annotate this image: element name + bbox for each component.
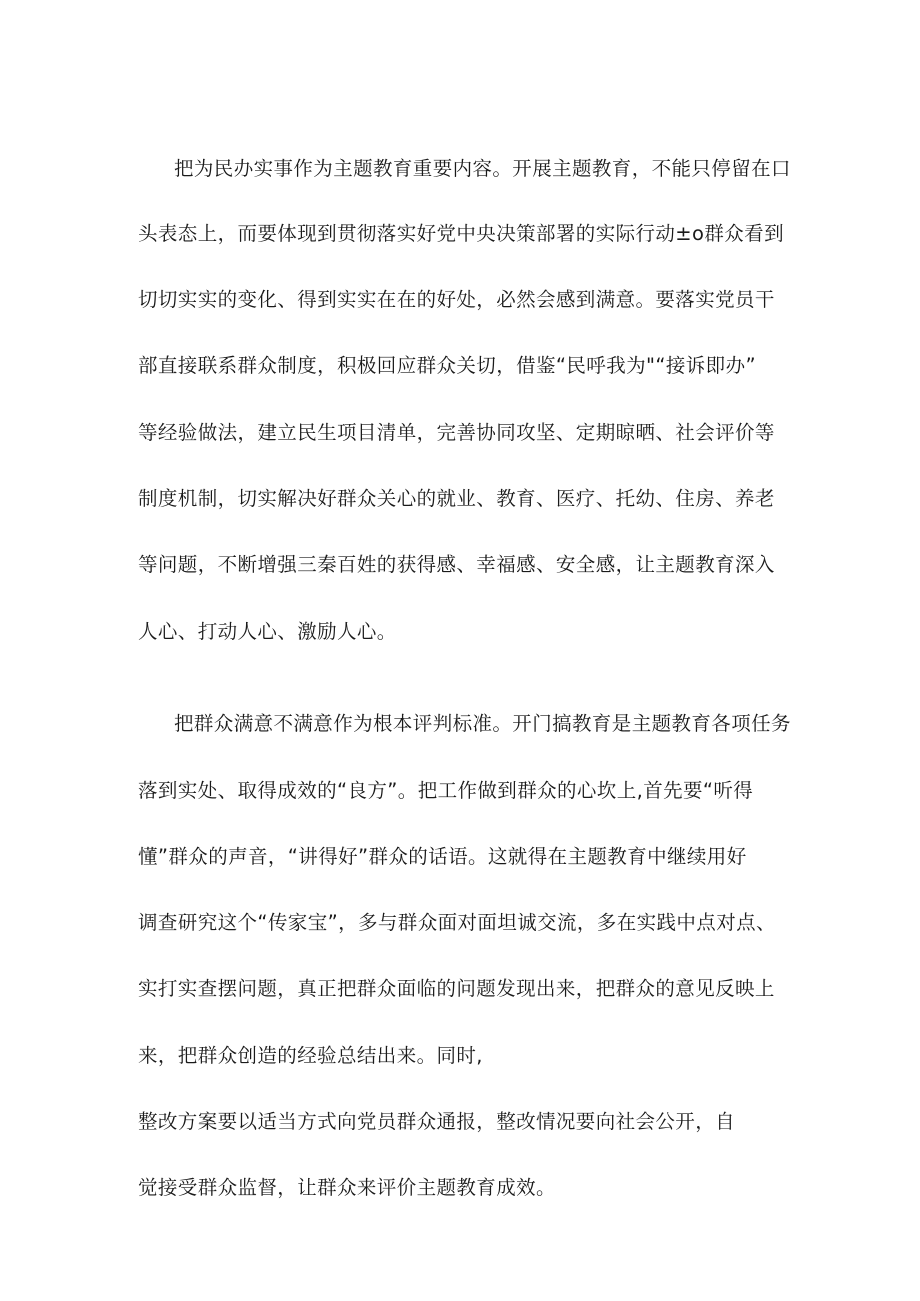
paragraph-line: 等经验做法，建立民生项目清单，完善协同攻坚、定期晾晒、社会评价等 [138,421,775,444]
paragraph-line: 落到实处、取得成效的“良方”。把工作做到群众的心坎上,首先要“听得 [138,779,754,802]
paragraph-line: 头表态上，而要体现到贯彻落实好党中央决策部署的实际行动±o群众看到 [138,222,784,245]
paragraph-line: 整改方案要以适当方式向党员群众通报，整改情况要向社会公开，自 [138,1110,736,1133]
paragraph-line: 懂”群众的声音，“讲得好”群众的话语。这就得在主题教育中继续用好 [138,845,747,868]
paragraph-line: 部直接联系群众制度，积极回应群众关切，借鉴“民呼我为"“接诉即办” [138,354,756,377]
paragraph-line: 觉接受群众监督，让群众来评价主题教育成效。 [138,1176,556,1199]
paragraph-line: 人心、打动人心、激励人心。 [138,620,397,643]
paragraph-line: 来，把群众创造的经验总结出来。同时, [138,1044,483,1067]
paragraph-line: 把群众满意不满意作为根本评判标准。开门搞教育是主题教育各项任务 [174,712,791,735]
paragraph-line: 制度机制，切实解决好群众关心的就业、教育、医疗、托幼、住房、养老 [138,487,775,510]
paragraph-line: 等问题，不断增强三秦百姓的获得感、幸福感、安全感，让主题教育深入 [138,553,775,576]
paragraph-line: 切切实实的变化、得到实实在在的好处，必然会感到满意。要落实党员干 [138,288,775,311]
paragraph-line: 调查研究这个“传家宝”，多与群众面对面坦诚交流，多在实践中点对点、 [138,911,776,934]
paragraph-line: 把为民办实事作为主题教育重要内容。开展主题教育，不能只停留在口 [174,157,791,180]
paragraph-line: 实打实查摆问题，真正把群众面临的问题发现出来，把群众的意见反映上 [138,977,775,1000]
